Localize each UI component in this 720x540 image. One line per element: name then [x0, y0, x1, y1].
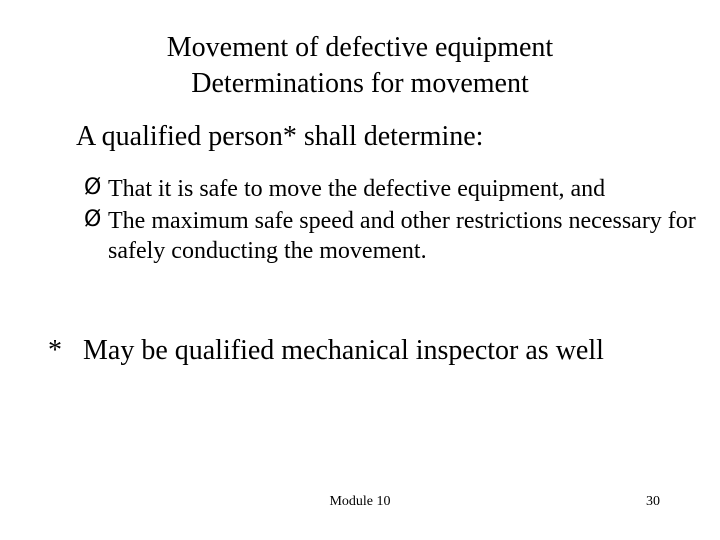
intro-text: A qualified person* shall determine:: [76, 121, 484, 152]
footnote-text: May be qualified mechanical inspector as well: [83, 335, 604, 366]
page-number: 30: [646, 494, 660, 509]
footer-module-label: Module 10: [329, 494, 391, 509]
bullet-item: [84, 206, 704, 266]
slide-title: [0, 30, 720, 102]
asterisk-marker: *: [48, 335, 62, 366]
bullet-text: That it is safe to move the defective equipment, and: [108, 176, 606, 202]
arrow-bullet-icon: Ø: [84, 207, 102, 233]
bullet-list: [84, 174, 704, 269]
footnote: [48, 334, 604, 368]
bullet-text: The maximum safe speed and other restrictions necessary for safely conducting the movement.: [108, 208, 696, 265]
bullet-item: [84, 174, 704, 204]
title-line-2: Determinations for movement: [191, 67, 529, 99]
title-line-1: Movement of defective equipment: [166, 32, 554, 63]
arrow-bullet-icon: Ø: [84, 175, 102, 200]
